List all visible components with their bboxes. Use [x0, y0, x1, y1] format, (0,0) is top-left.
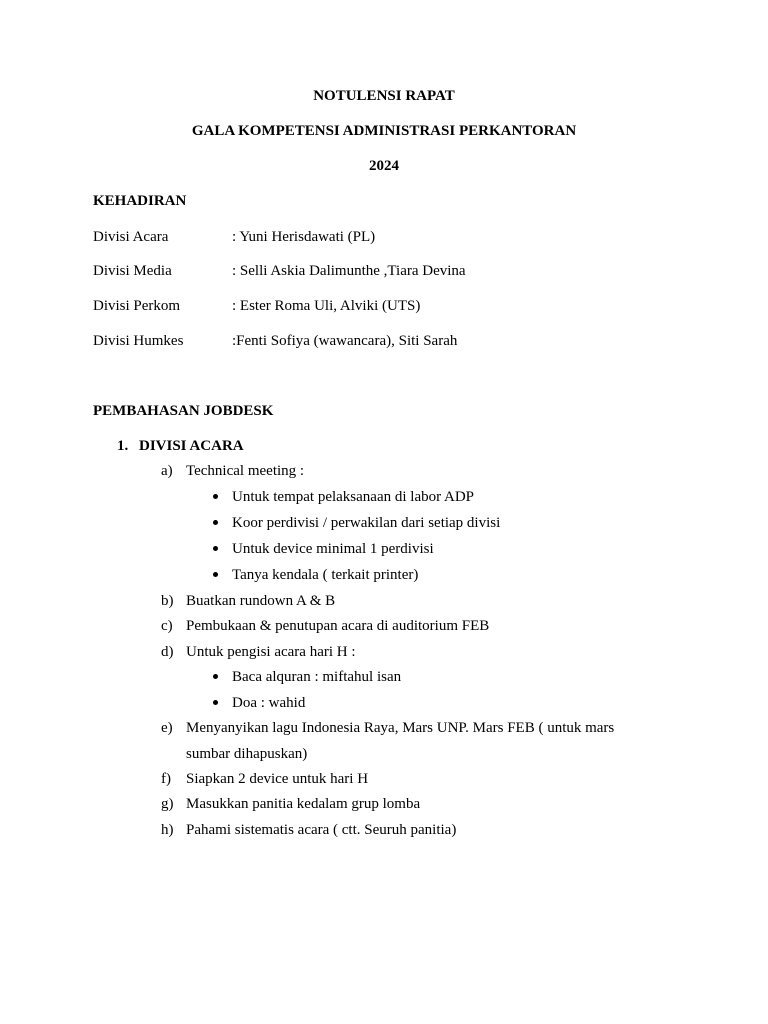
attendance-division: Divisi Humkes [93, 333, 184, 349]
list-item-text: Siapkan 2 device untuk hari H [186, 771, 369, 787]
list-marker: c) [161, 618, 173, 634]
attendance-members: : Yuni Herisdawati (PL) [232, 229, 376, 245]
bullet-dot [213, 700, 218, 705]
attendance-division: Divisi Acara [93, 229, 169, 245]
section-number: 1. [117, 438, 129, 454]
attendance-members: :Fenti Sofiya (wawancara), Siti Sarah [232, 333, 458, 349]
list-marker: f) [161, 771, 171, 787]
bullet-item-text: Tanya kendala ( terkait printer) [232, 567, 419, 583]
attendance-division: Divisi Media [93, 263, 172, 279]
bullet-item-text: Doa : wahid [232, 695, 306, 711]
list-marker: e) [161, 720, 173, 736]
attendance-members: : Ester Roma Uli, Alviki (UTS) [232, 298, 421, 314]
bullet-dot [213, 674, 218, 679]
bullet-dot [213, 572, 218, 577]
doc-subtitle: GALA KOMPETENSI ADMINISTRASI PERKANTORAN [191, 123, 577, 139]
doc-title: NOTULENSI RAPAT [313, 88, 455, 104]
bullet-item-text: Untuk device minimal 1 perdivisi [232, 541, 434, 557]
bullet-dot [213, 546, 218, 551]
list-item-text: Menyanyikan lagu Indonesia Raya, Mars UNP. Mars FEB ( untuk mars [186, 720, 615, 736]
bullet-item-text: Untuk tempat pelaksanaan di labor ADP [232, 489, 475, 505]
attendance-heading: KEHADIRAN [93, 193, 187, 209]
section-title: DIVISI ACARA [139, 438, 244, 454]
bullet-item-text: Koor perdivisi / perwakilan dari setiap divisi [232, 515, 501, 531]
list-marker: b) [161, 593, 174, 609]
list-item-text: Pembukaan & penutupan acara di auditorium FEB [186, 618, 490, 634]
doc-year: 2024 [369, 158, 399, 174]
list-marker: d) [161, 644, 174, 660]
list-item-text: Pahami sistematis acara ( ctt. Seuruh panitia) [186, 822, 457, 838]
bullet-item-text: Baca alquran : miftahul isan [232, 669, 402, 685]
list-item-text: Buatkan rundown A & B [186, 593, 336, 609]
list-marker: a) [161, 463, 173, 479]
list-item-text: Technical meeting : [186, 463, 305, 479]
list-marker: g) [161, 796, 174, 812]
bullet-dot [213, 520, 218, 525]
list-item-text: Masukkan panitia kedalam grup lomba [186, 796, 421, 812]
discussion-heading: PEMBAHASAN JOBDESK [93, 403, 274, 419]
list-marker: h) [161, 822, 174, 838]
list-item-text: Untuk pengisi acara hari H : [186, 644, 356, 660]
attendance-members: : Selli Askia Dalimunthe ,Tiara Devina [232, 263, 466, 279]
bullet-dot [213, 494, 218, 499]
list-item-text-continued: sumbar dihapuskan) [186, 746, 308, 762]
attendance-division: Divisi Perkom [93, 298, 181, 314]
